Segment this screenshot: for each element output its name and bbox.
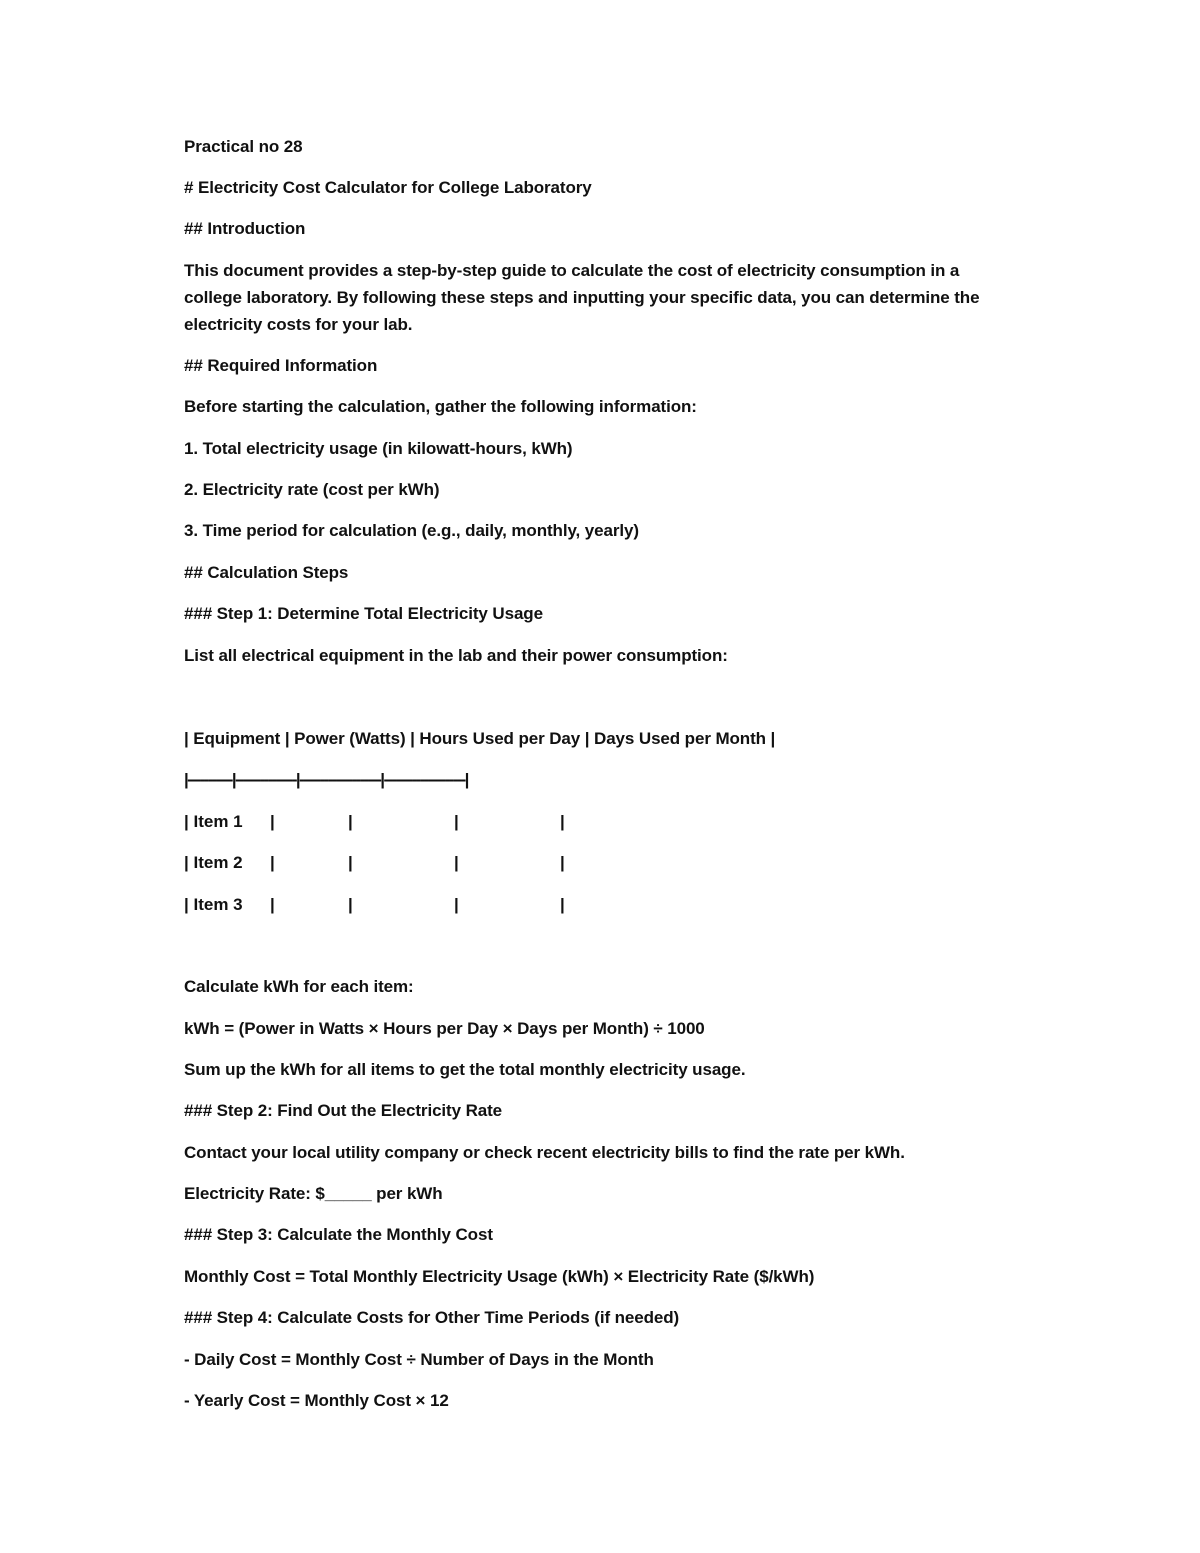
table-separator: |-----------|---------------|--------------------|--------------------| (184, 770, 468, 789)
document-title: # Electricity Cost Calculator for College Laboratory (184, 178, 592, 197)
table-row-pipe: | (560, 812, 565, 831)
step1-text: List all electrical equipment in the lab and their power consumption: (184, 646, 728, 665)
table-row (184, 891, 565, 918)
yearly-cost: - Yearly Cost = Monthly Cost × 12 (184, 1391, 449, 1410)
table-row-label: | Item 3 (184, 895, 243, 914)
table-row-pipe: | (560, 853, 565, 872)
required-item-1: 1. Total electricity usage (in kilowatt-hours, kWh) (184, 439, 573, 458)
required-heading: ## Required Information (184, 356, 378, 375)
table-row-pipe: | (348, 895, 353, 914)
table-row-pipe: | (270, 812, 275, 831)
table-row (184, 849, 565, 876)
table-row (184, 808, 565, 835)
daily-cost: - Daily Cost = Monthly Cost ÷ Number of Days in the Month (184, 1350, 654, 1369)
step3-text: Monthly Cost = Total Monthly Electricity Usage (kWh) × Electricity Rate ($/kWh) (184, 1267, 815, 1286)
kwh-formula: kWh = (Power in Watts × Hours per Day × Days per Month) ÷ 1000 (184, 1019, 705, 1038)
step2-heading: ### Step 2: Find Out the Electricity Rate (184, 1101, 503, 1120)
required-item-2: 2. Electricity rate (cost per kWh) (184, 480, 440, 499)
table-row-pipe: | (454, 895, 459, 914)
intro-heading: ## Introduction (184, 219, 306, 238)
required-item-3: 3. Time period for calculation (e.g., daily, monthly, yearly) (184, 521, 639, 540)
table-row-pipe: | (348, 812, 353, 831)
steps-heading: ## Calculation Steps (184, 563, 349, 582)
table-row-pipe: | (270, 895, 275, 914)
table-row-pipe: | (270, 853, 275, 872)
table-row-pipe: | (560, 895, 565, 914)
table-row-pipe: | (454, 853, 459, 872)
required-lead: Before starting the calculation, gather the following information: (184, 397, 697, 416)
intro-paragraph: This document provides a step-by-step guide to calculate the cost of electricity consumption in a college laboratory. By following these steps and inputting your specific data, you can determine the electricity costs for your lab. (184, 261, 980, 334)
table-row-label: | Item 1 (184, 812, 243, 831)
rate-line: Electricity Rate: $_____ per kWh (184, 1184, 443, 1203)
calc-lead: Calculate kWh for each item: (184, 977, 414, 996)
table-header: | Equipment | Power (Watts) | Hours Used per Day | Days Used per Month | (184, 729, 776, 748)
step3-heading: ### Step 3: Calculate the Monthly Cost (184, 1225, 493, 1244)
step2-text: Contact your local utility company or check recent electricity bills to find the rate per kWh. (184, 1143, 905, 1162)
step1-heading: ### Step 1: Determine Total Electricity Usage (184, 604, 543, 623)
table-row-label: | Item 2 (184, 853, 243, 872)
table-row-pipe: | (348, 853, 353, 872)
table-row-pipe: | (454, 812, 459, 831)
sum-text: Sum up the kWh for all items to get the total monthly electricity usage. (184, 1060, 746, 1079)
step4-heading: ### Step 4: Calculate Costs for Other Time Periods (if needed) (184, 1308, 680, 1327)
practical-number: Practical no 28 (184, 137, 303, 156)
